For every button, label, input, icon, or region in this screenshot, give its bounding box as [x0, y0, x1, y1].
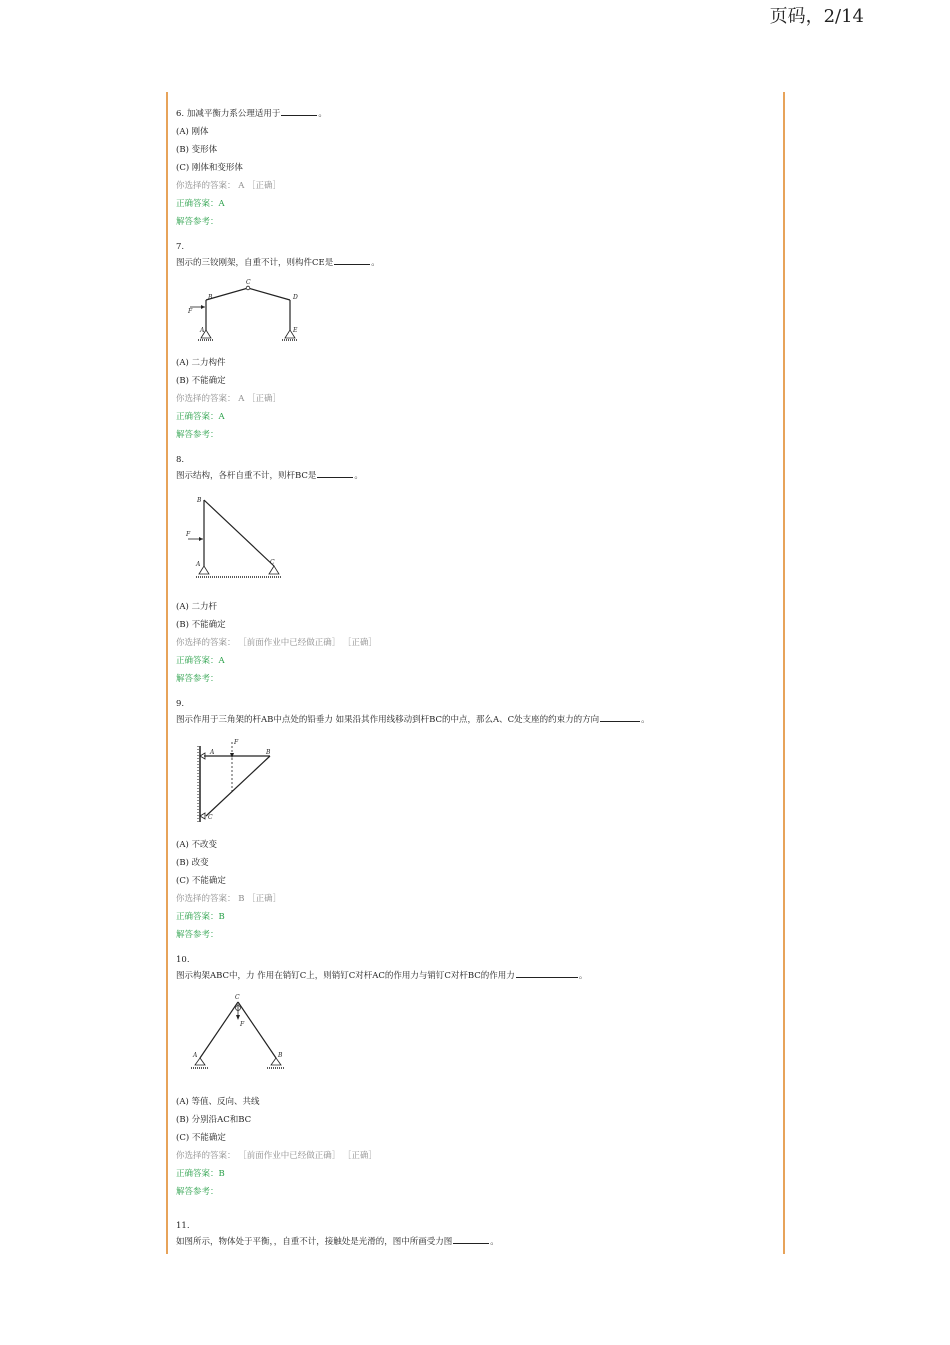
question-6-stem: 6. 加减平衡力系公理适用于 。 — [176, 105, 327, 123]
option-a: (A) 二力杆 — [176, 602, 217, 612]
page-number: 页码，2/14 — [769, 6, 864, 27]
option-b: (B) 改变 — [176, 858, 209, 868]
answer-reference: 解答参考： — [176, 217, 219, 227]
tripod-frame-figure — [192, 736, 292, 828]
question-7-number: 7. — [176, 242, 185, 252]
label-c: C — [208, 814, 213, 821]
label-a: A — [210, 749, 215, 756]
label-b: B — [278, 1052, 283, 1059]
option-b: (B) 变形体 — [176, 145, 218, 155]
answer-reference: 解答参考： — [176, 430, 219, 440]
answer-blank — [516, 968, 578, 978]
label-b: B — [208, 294, 213, 301]
option-a: (A) 刚体 — [176, 127, 209, 137]
label-a: A — [200, 327, 205, 334]
label-d: D — [293, 294, 298, 301]
label-b: B — [266, 749, 271, 756]
label-f: F — [240, 1021, 245, 1028]
label-f: F — [186, 531, 191, 538]
label-e: E — [293, 327, 298, 334]
label-c: C — [246, 279, 251, 286]
correct-answer: 正确答案：A — [176, 656, 225, 666]
answer-blank — [600, 712, 640, 722]
truss-figure — [184, 494, 294, 584]
label-b: B — [197, 497, 202, 504]
answer-reference: 解答参考： — [176, 674, 219, 684]
question-9-number: 9. — [176, 699, 185, 709]
option-a: (A) 不改变 — [176, 840, 217, 850]
option-a: (A) 二力构件 — [176, 358, 226, 368]
question-11-stem: 如图所示，物体处于平衡，，自重不计，接触处是光滑的，图中所画受力图 。 — [176, 1233, 499, 1251]
question-10-number: 10. — [176, 955, 190, 965]
correct-answer: 正确答案：B — [176, 912, 225, 922]
option-c: (C) 不能确定 — [176, 876, 226, 886]
question-8-stem: 图示结构，各杆自重不计，则杆BC是 。 — [176, 467, 363, 485]
correct-answer: 正确答案：A — [176, 199, 225, 209]
option-b: (B) 不能确定 — [176, 376, 226, 386]
option-c: (C) 刚体和变形体 — [176, 163, 243, 173]
answer-blank — [317, 468, 353, 478]
label-f: F — [188, 308, 193, 315]
option-a: (A) 等值、反向、共线 — [176, 1097, 260, 1107]
answer-reference: 解答参考： — [176, 1187, 219, 1197]
answer-reference: 解答参考： — [176, 930, 219, 940]
selected-answer: 你选择的答案： B ［正确］ — [176, 894, 282, 904]
option-b: (B) 分别沿AC和BC — [176, 1115, 252, 1125]
three-hinge-frame-figure — [186, 280, 316, 346]
question-11-number: 11. — [176, 1221, 190, 1231]
label-a: A — [193, 1052, 198, 1059]
selected-answer: 你选择的答案： ［前面作业中已经做正确］ ［正确］ — [176, 1151, 377, 1161]
selected-answer: 你选择的答案： ［前面作业中已经做正确］ ［正确］ — [176, 638, 377, 648]
option-c: (C) 不能确定 — [176, 1133, 226, 1143]
label-f: F — [234, 739, 239, 746]
label-c: C — [270, 559, 275, 566]
correct-answer: 正确答案：B — [176, 1169, 225, 1179]
label-c: C — [235, 994, 240, 1001]
correct-answer: 正确答案：A — [176, 412, 225, 422]
option-b: (B) 不能确定 — [176, 620, 226, 630]
a-frame-figure — [188, 994, 298, 1074]
selected-answer: 你选择的答案： A ［正确］ — [176, 394, 282, 404]
question-7-stem: 图示的三铰刚架，自重不计，则构件CE是 。 — [176, 254, 380, 272]
selected-answer: 你选择的答案： A ［正确］ — [176, 181, 282, 191]
answer-blank — [334, 255, 370, 265]
label-a: A — [196, 561, 201, 568]
question-8-number: 8. — [176, 455, 185, 465]
answer-blank — [281, 106, 317, 116]
question-10-stem: 图示构架ABC中，力 作用在销钉C上，则销钉C对杆AC的作用力与销钉C对杆BC的作用力 。 — [176, 967, 587, 985]
question-9-stem: 图示作用于三角架的杆AB中点处的铅垂力 如果沿其作用线移动到杆BC的中点，那么A、C处支座的约束力的方向 。 — [176, 711, 650, 729]
answer-blank — [453, 1234, 489, 1244]
